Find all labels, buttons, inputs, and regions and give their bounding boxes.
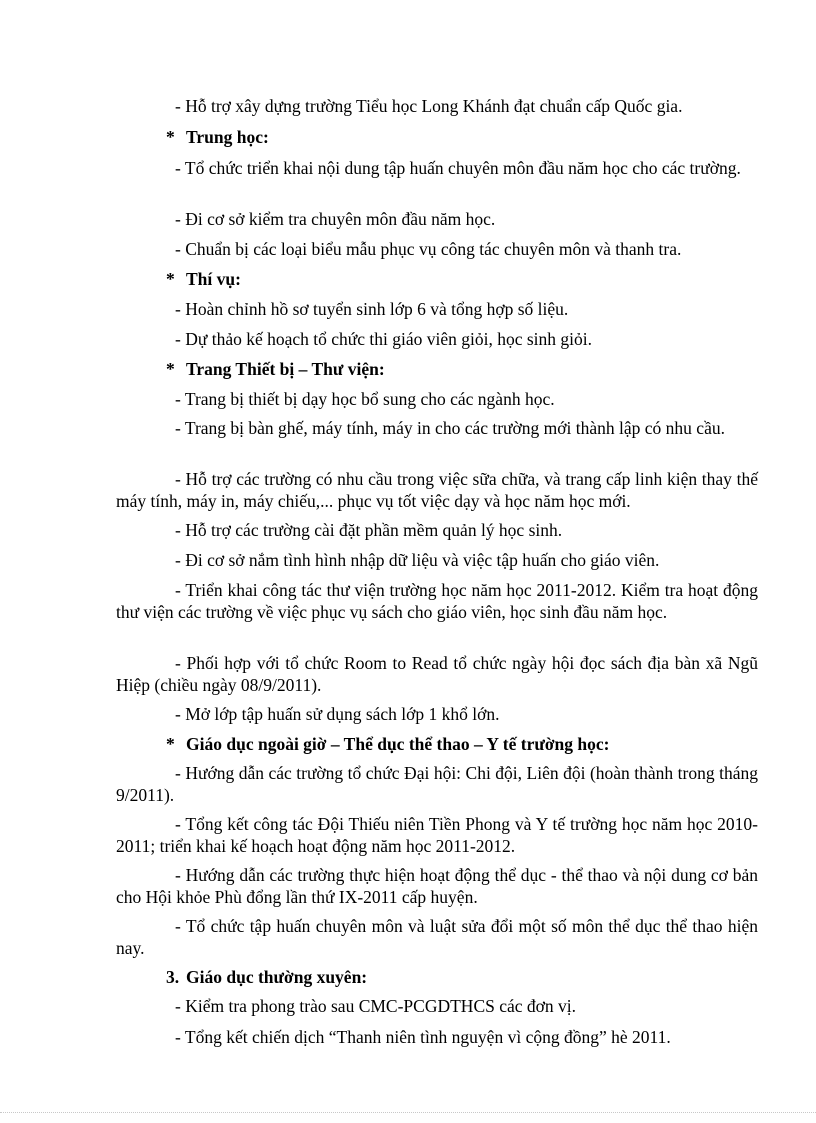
text-line: - Chuẩn bị các loại biểu mẫu phục vụ công tác chuyên môn và thanh tra. [175, 239, 682, 259]
bullet-icon: * [166, 269, 175, 289]
section-heading-trung-hoc [166, 126, 758, 148]
section-heading-trang-thiet-bi [166, 358, 758, 380]
heading-label: Giáo dục ngoài giờ – Thể dục thể thao – Y tế trường học: [186, 734, 610, 754]
text-paragraph: - Hướng dẫn các trường thực hiện hoạt động thể dục - thể thao và nội dung cơ bản cho Hội khỏe Phù đổng lần thứ IX-2011 cấp huyện. [116, 865, 758, 907]
section-number: 3. [166, 967, 180, 987]
heading-label: Thí vụ: [186, 269, 241, 289]
heading-label: Trang Thiết bị – Thư viện: [186, 359, 385, 379]
text-paragraph: - Tổ chức tập huấn chuyên môn và luật sửa đổi một số môn thể dục thể thao hiện nay. [116, 916, 758, 958]
page-bottom-divider [0, 1112, 816, 1113]
heading-label: Giáo dục thường xuyên: [186, 967, 368, 987]
section-heading-giao-duc-thuong-xuyen [166, 966, 758, 988]
section-heading-giao-duc-ngoai-gio [166, 733, 758, 755]
text-line: - Đi cơ sở kiểm tra chuyên môn đầu năm học. [175, 209, 496, 229]
text-line: - Trang bị thiết bị dạy học bổ sung cho các ngành học. [175, 389, 555, 409]
text-line: - Hỗ trợ các trường cài đặt phần mềm quản lý học sinh. [175, 520, 563, 540]
bullet-icon: * [166, 734, 175, 754]
text-line: - Hỗ trợ xây dựng trường Tiểu học Long Khánh đạt chuẩn cấp Quốc gia. [175, 96, 683, 116]
text-line: - Tổng kết chiến dịch “Thanh niên tình nguyện vì cộng đồng” hè 2011. [175, 1027, 671, 1047]
bullet-icon: * [166, 359, 175, 379]
text-line: - Hoàn chỉnh hồ sơ tuyển sinh lớp 6 và tổng hợp số liệu. [175, 299, 569, 319]
heading-label: Trung học: [186, 127, 269, 147]
text-line: - Dự thảo kế hoạch tổ chức thi giáo viên giỏi, học sinh giỏi. [175, 329, 593, 349]
text-line: - Đi cơ sở nắm tình hình nhập dữ liệu và việc tập huấn cho giáo viên. [175, 550, 660, 570]
text-line: - Mở lớp tập huấn sử dụng sách lớp 1 khổ lớn. [175, 704, 500, 724]
text-paragraph: - Phối hợp với tổ chức Room to Read tổ chức ngày hội đọc sách địa bàn xã Ngũ Hiệp (chiều ngày 08/9/2011). [116, 653, 758, 695]
text-paragraph: - Hỗ trợ các trường có nhu cầu trong việc sữa chữa, và trang cấp linh kiện thay thế máy tính, máy in, máy chiếu,... phục vụ tốt việc dạy và học năm học mới. [116, 469, 758, 511]
text-paragraph: - Triển khai công tác thư viện trường học năm học 2011-2012. Kiểm tra hoạt động thư viện các trường về việc phục vụ sách cho giáo viên, học sinh đầu năm học. [116, 580, 758, 622]
section-heading-thi-vu [166, 268, 758, 290]
text-paragraph: - Hướng dẫn các trường tổ chức Đại hội: Chi đội, Liên đội (hoàn thành trong tháng 9/2011). [116, 763, 758, 805]
text-paragraph: - Tổng kết công tác Đội Thiếu niên Tiền Phong và Y tế trường học năm học 2010-2011; triển khai kế hoạch hoạt động năm học 2011-2012. [116, 814, 758, 856]
text-paragraph: - Tổ chức triển khai nội dung tập huấn chuyên môn đầu năm học cho các trường. [175, 158, 741, 178]
text-paragraph: - Trang bị bàn ghế, máy tính, máy in cho các trường mới thành lập có nhu cầu. [175, 418, 725, 438]
text-line: - Kiểm tra phong trào sau CMC-PCGDTHCS các đơn vị. [175, 996, 577, 1016]
bullet-icon: * [166, 127, 175, 147]
